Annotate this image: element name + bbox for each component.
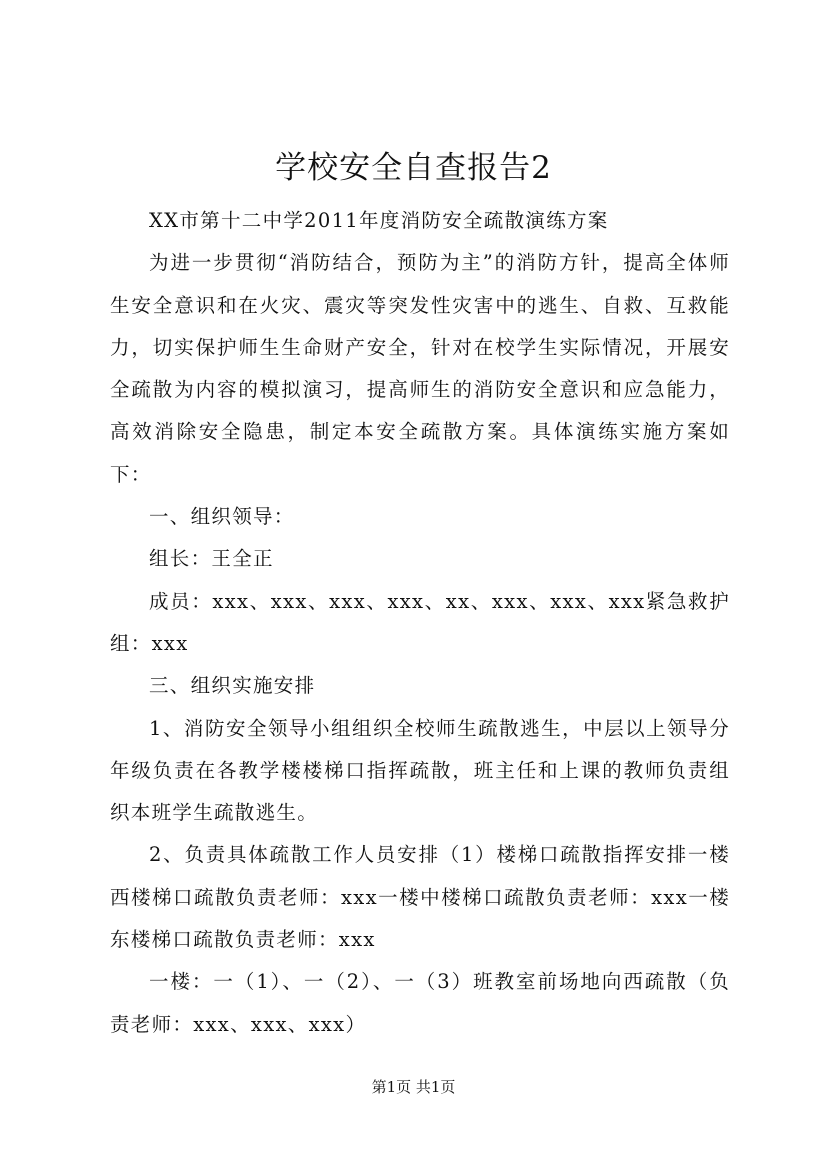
- paragraph-plan-heading: XX市第十二中学2011年度消防安全疏散演练方案: [149, 209, 609, 232]
- paragraph-team-leader: 组长：王全正: [149, 547, 274, 571]
- paragraph-section-implementation: 三、组织实施安排: [149, 674, 316, 698]
- paragraph-team-members: 成员：xxx、xxx、xxx、xxx、xx、xxx、xxx、xxx紧急救护组：xxx: [110, 589, 730, 655]
- paragraph-section-organization: 一、组织领导：: [149, 505, 295, 529]
- page-footer: 第1页 共1页: [371, 1078, 456, 1096]
- paragraph-item-1: 1、消防安全领导小组组织全校师生疏散逃生，中层以上领导分年级负责在各教学楼楼梯口指挥疏散，班主任和上课的教师负责组织本班学生疏散逃生。: [110, 716, 730, 825]
- document-title: 学校安全自查报告2: [275, 150, 552, 186]
- paragraph-first-floor: 一楼：一（1）、一（2）、一（3）班教室前场地向西疏散（负责老师：xxx、xxx、xxx）: [110, 970, 730, 1036]
- paragraph-item-2: 2、负责具体疏散工作人员安排（1）楼梯口疏散指挥安排一楼西楼梯口疏散负责老师：xxx一楼中楼梯口疏散负责老师：xxx一楼东楼梯口疏散负责老师：xxx: [110, 843, 730, 952]
- paragraph-introduction: 为进一步贯彻“消防结合，预防为主”的消防方针，提高全体师生安全意识和在火灾、震灾等突发性灾害中的逃生、自救、互救能力，切实保护师生生命财产安全，针对在校学生实际情况，开展安全疏散为内容的模拟演习，提高师生的消防安全意识和应急能力，高效消除安全隐患，制定本安全疏散方案。具体演练实施方案如下：: [110, 251, 730, 486]
- document-body: [110, 200, 730, 1046]
